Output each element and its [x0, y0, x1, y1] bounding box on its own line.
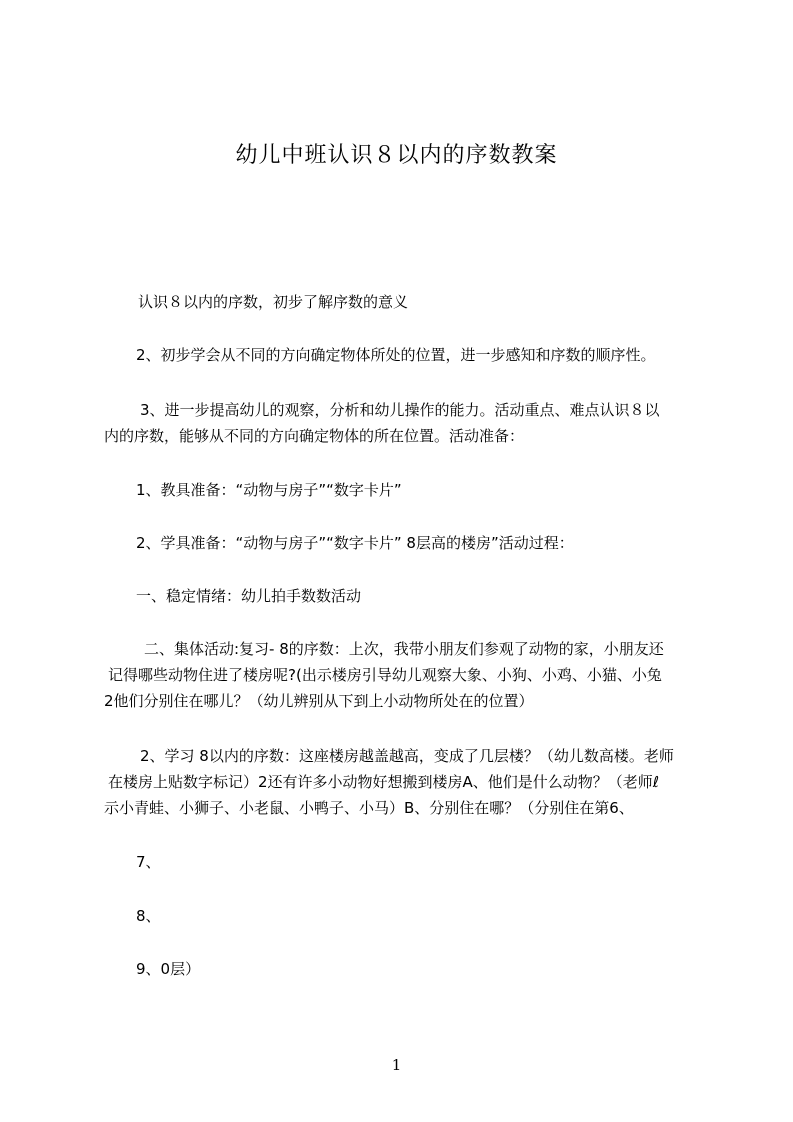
paragraph-line: 在楼房上贴数字标记）2还有许多小动物好想搬到楼房A、他们是什么动物？（老师ℓ	[108, 773, 660, 791]
paragraph-line: 1、教具准备：“动物与房子”“数字卡片”	[136, 481, 402, 499]
paragraph-line: 2他们分别住在哪儿？（幼儿辨别从下到上小动物所处在的位置）	[104, 692, 534, 710]
paragraph-floor-9	[136, 956, 200, 982]
paragraph-floor-7	[136, 849, 161, 875]
paragraph-line: 8、	[136, 907, 161, 925]
paragraph-step-2	[104, 636, 664, 714]
paragraph-line: 2、学习 8以内的序数：这座楼房越盖越高，变成了几层楼？（幼儿数高楼。老师	[140, 747, 674, 765]
paragraph-learning-aids	[136, 530, 574, 556]
paragraph-line: 记得哪些动物住进了楼房呢?(出示楼房引导幼儿观察大象、小狗、小鸡、小猫、小兔	[108, 666, 662, 684]
paragraph-floor-8	[136, 903, 161, 929]
paragraph-line: 示小青蛙、小狮子、小老鼠、小鸭子、小马）B、分别住在哪？（分别住在第6、	[104, 799, 634, 817]
paragraph-step-2-learning	[104, 743, 674, 821]
paragraph-line: 二、集体活动:复习- 8的序数：上次，我带小朋友们参观了动物的家，小朋友还	[144, 640, 664, 658]
paragraph-step-1	[136, 583, 361, 609]
paragraph-line: 7、	[136, 853, 161, 871]
paragraph-objective-1	[138, 289, 408, 315]
paragraph-objective-3	[104, 397, 660, 449]
paragraph-line: 2、初步学会从不同的方向确定物体所处的位置，进一步感知和序数的顺序性。	[136, 346, 656, 364]
paragraph-line: 内的序数，能够从不同的方向确定物体的所在位置。活动准备：	[104, 427, 525, 445]
paragraph-line: 9、0层）	[136, 960, 201, 978]
paragraph-line: 认识８以内的序数，初步了解序数的意义	[138, 293, 409, 311]
paragraph-objective-2	[136, 342, 656, 368]
paragraph-line: 3、进一步提高幼儿的观察，分析和幼儿操作的能力。活动重点、难点认识８以	[140, 401, 660, 419]
document-title: 幼儿中班认识８以内的序数教案	[235, 143, 558, 168]
paragraph-line: 一、稳定情绪：幼儿拍手数数活动	[136, 587, 362, 605]
paragraph-line: 2、学具准备：“动物与房子”“数字卡片” 8层高的楼房”活动过程：	[136, 534, 574, 552]
page-number: 1	[391, 1056, 402, 1074]
paragraph-teaching-aids	[136, 477, 402, 503]
